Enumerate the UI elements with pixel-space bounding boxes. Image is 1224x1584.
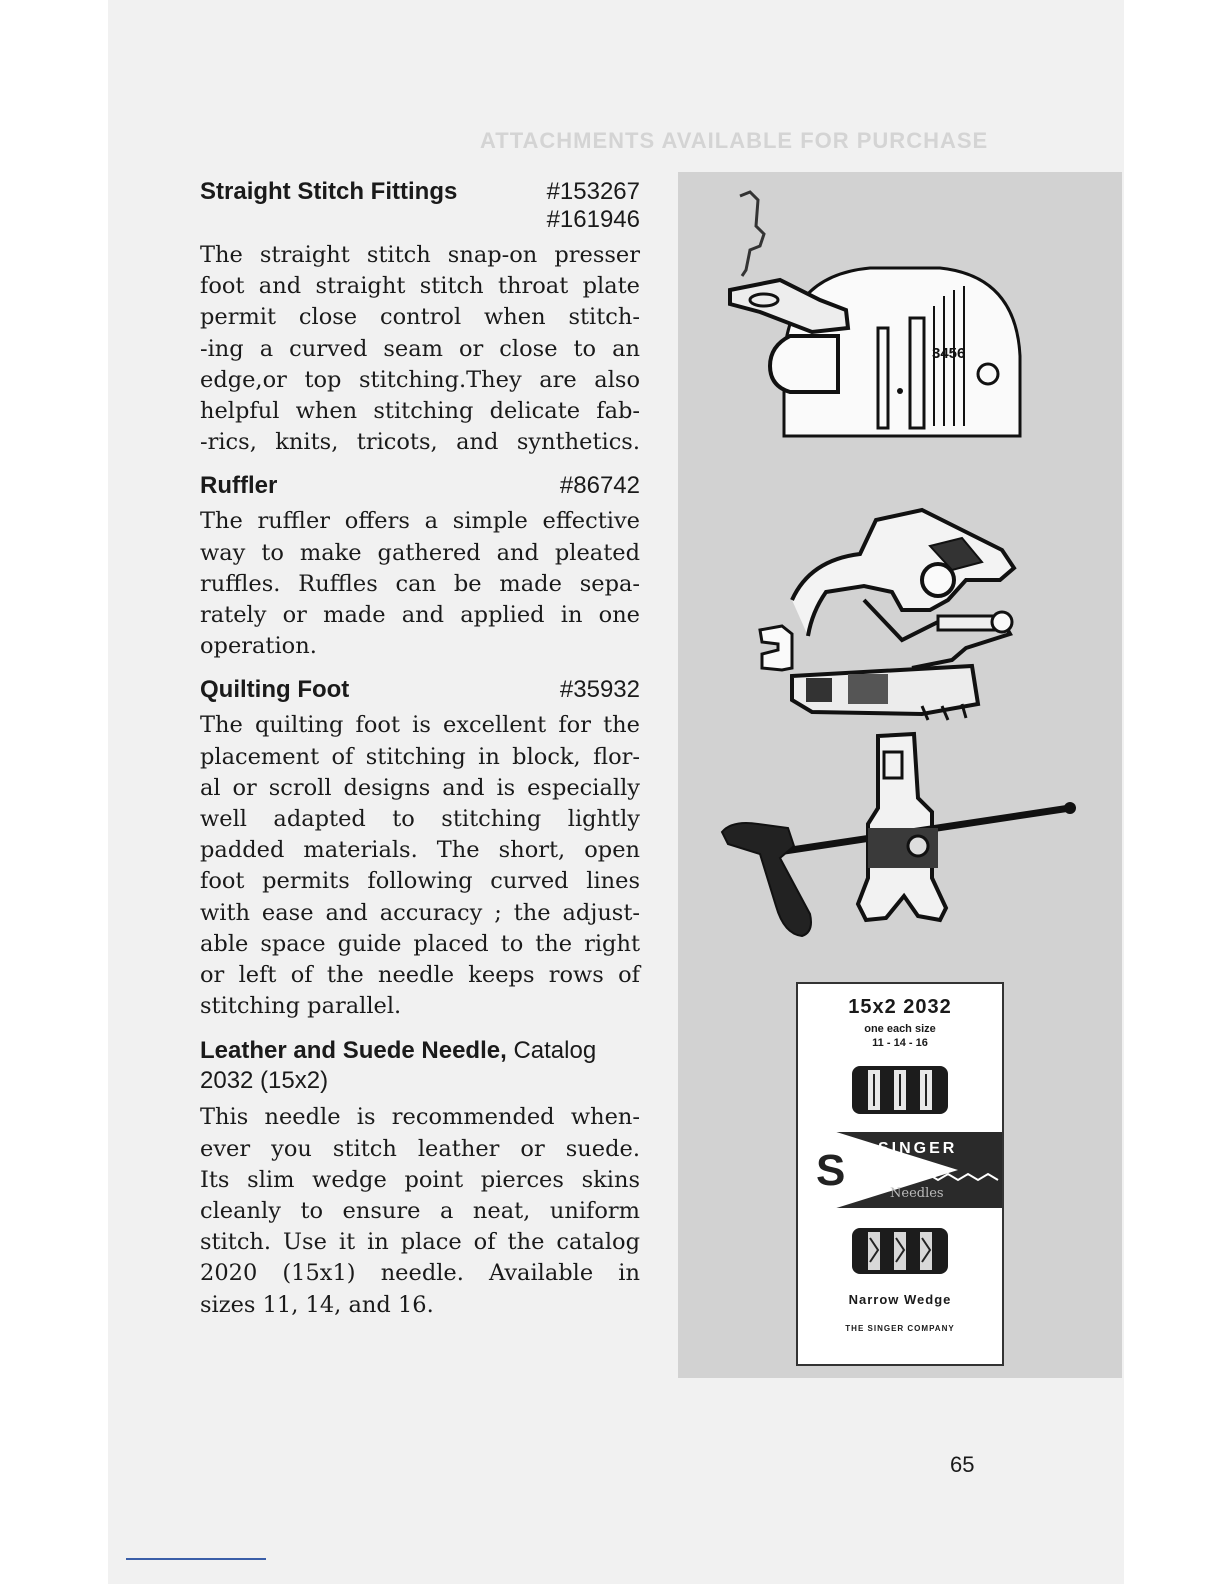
- guide-bar-end: [1064, 802, 1076, 814]
- body-line: able space guide placed to the right: [200, 930, 640, 957]
- corner-mark: [126, 1558, 266, 1560]
- presser-foot-shank: [740, 192, 764, 276]
- throat-plate-slot: [770, 336, 838, 392]
- part-number: #86742: [559, 472, 640, 500]
- page-number: 65: [950, 1452, 975, 1477]
- body-line: ruffles. Ruffles can be made sepa-: [200, 570, 640, 597]
- needle-pack-product: Needles: [890, 1186, 944, 1201]
- part-numbers: [547, 178, 640, 234]
- adjusting-knob: [992, 612, 1012, 632]
- ruffler-illustration: [752, 500, 1032, 724]
- needle-pack-sizes: 11 - 14 - 16: [872, 1037, 928, 1049]
- adjusting-screw: [938, 616, 998, 630]
- body-line: stitching parallel.: [200, 993, 402, 1020]
- section-body: [200, 240, 640, 458]
- space-guide-arm: [722, 823, 811, 936]
- body-line: cleanly to ensure a neat, uniform: [200, 1198, 640, 1225]
- body-line: edge,or top stitching.They are also: [200, 366, 640, 393]
- section-quilting-foot: [200, 676, 640, 1022]
- needle-pack-sizes-label: one each size: [864, 1023, 936, 1035]
- body-line: ever you stitch leather or suede.: [200, 1135, 640, 1162]
- section-body: [200, 506, 640, 662]
- body-line: The straight stitch snap-on presser: [200, 242, 640, 268]
- section-leather-needle: [200, 1036, 640, 1320]
- body-line: with ease and accuracy ; the adjust-: [200, 899, 640, 926]
- part-number: #161946: [546, 206, 640, 233]
- body-line: -rics, knits, tricots, and synthetics.: [200, 429, 640, 456]
- text-column: [200, 178, 640, 1335]
- body-line: operation.: [200, 633, 317, 660]
- needle-hole: [897, 388, 903, 394]
- body-line: Its slim wedge point pierces skins: [200, 1166, 640, 1193]
- straight-stitch-fittings-illustration: [720, 186, 1040, 442]
- section-header: [200, 178, 640, 234]
- part-number: #35932: [559, 676, 640, 704]
- throat-plate-number: 3456: [932, 345, 966, 362]
- section-header: [200, 676, 640, 704]
- section-body: [200, 710, 640, 1022]
- section-title-line2: 2032 (15x2): [200, 1067, 329, 1095]
- body-line: foot and straight stitch throat plate: [200, 273, 640, 300]
- ruffler-screw: [922, 564, 954, 596]
- section-header: [200, 1036, 640, 1096]
- body-line: 2020 (15x1) needle. Available in: [200, 1260, 640, 1287]
- body-line: foot permits following curved lines: [200, 868, 640, 895]
- singer-s-logo: S: [816, 1146, 846, 1195]
- ruffler-fork: [760, 626, 792, 670]
- body-line: al or scroll designs and is especially: [200, 774, 640, 801]
- body-line: helpful when stitching delicate fab-: [200, 398, 640, 425]
- section-ruffler: [200, 472, 640, 662]
- body-line: permit close control when stitch-: [200, 304, 640, 331]
- body-line: The ruffler offers a simple effective: [200, 508, 640, 535]
- body-line: sizes 11, 14, and 16.: [200, 1291, 434, 1318]
- needle-pack-point: Narrow Wedge: [848, 1292, 952, 1307]
- section-straight-stitch: [200, 178, 640, 458]
- ruffler-blade: [864, 600, 1010, 668]
- body-line: stitch. Use it in place of the catalog: [200, 1229, 640, 1256]
- ruffler-foot-block: [806, 678, 832, 702]
- section-title: Quilting Foot: [200, 676, 350, 704]
- body-line: well adapted to stitching lightly: [200, 806, 640, 833]
- quilting-foot-illustration: [718, 728, 1078, 938]
- body-line: This needle is recommended when-: [200, 1104, 640, 1131]
- needle-window-bottom: [850, 1226, 950, 1276]
- needle-pack-code: 15x2 2032: [848, 996, 952, 1018]
- needle-window-top: [850, 1064, 950, 1116]
- section-title: Ruffler: [200, 472, 278, 500]
- section-title: Straight Stitch Fittings: [200, 178, 458, 205]
- body-line: way to make gathered and pleated: [200, 539, 640, 566]
- body-line: The quilting foot is excellent for the: [200, 712, 640, 739]
- needle-pack-brand: SINGER: [878, 1140, 958, 1157]
- bleed-through-text: ATTACHMENTS AVAILABLE FOR PURCHASE: [480, 128, 989, 153]
- body-line: placement of stitching in block, flor-: [200, 743, 640, 770]
- body-line: padded materials. The short, open: [200, 837, 640, 864]
- body-line: -ing a curved seam or close to an: [200, 335, 640, 362]
- clamp-screw: [908, 836, 928, 856]
- body-line: or left of the needle keeps rows of: [200, 962, 640, 989]
- body-line: rately or made and applied in one: [200, 602, 640, 629]
- plate-screw-hole: [978, 364, 998, 384]
- section-title: Leather and Suede Needle,: [200, 1037, 507, 1065]
- section-header: [200, 472, 640, 500]
- ruffler-guide: [848, 674, 888, 704]
- section-body: [200, 1102, 640, 1320]
- needle-pack-maker: THE SINGER COMPANY: [845, 1324, 955, 1333]
- section-title-suffix: Catalog: [513, 1037, 597, 1065]
- needle-package: [796, 982, 1004, 1366]
- part-number: #153267: [546, 178, 640, 205]
